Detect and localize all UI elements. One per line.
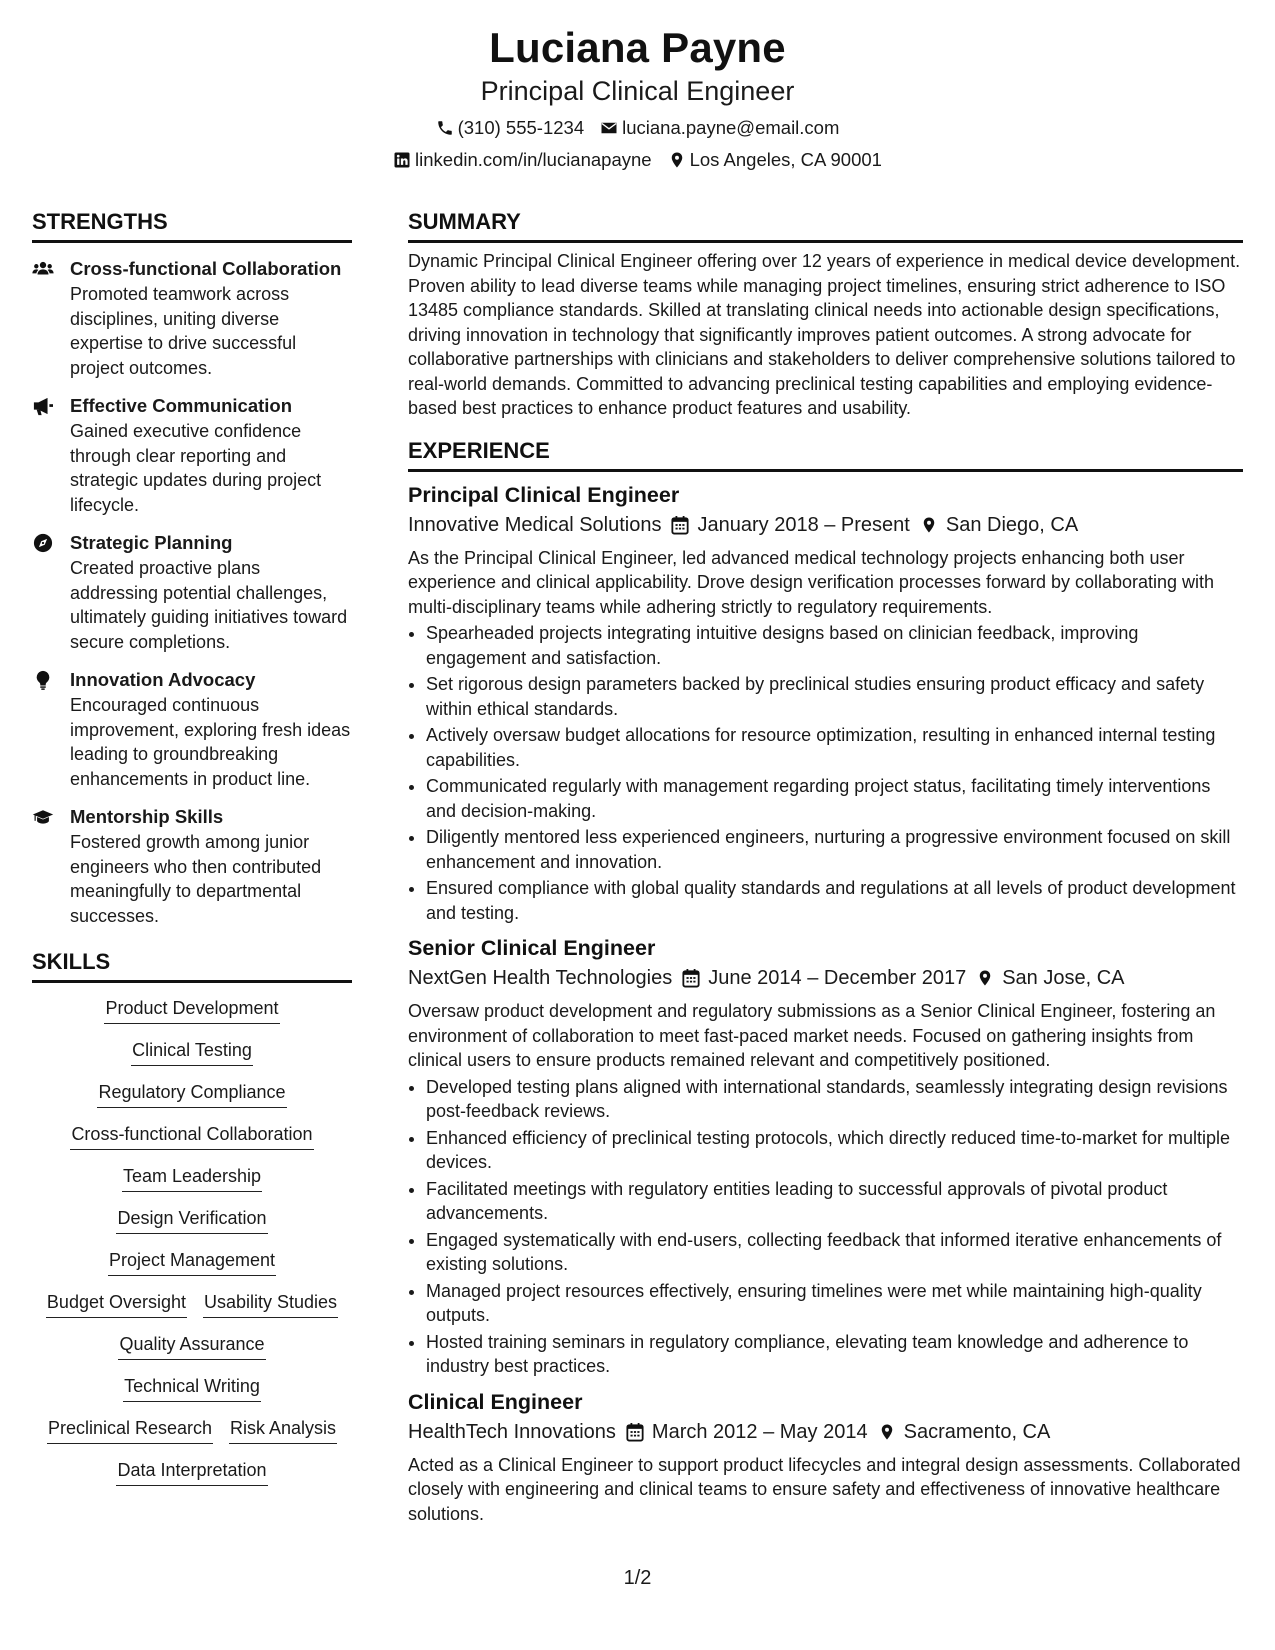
job-title: Clinical Engineer — [408, 1389, 583, 1414]
megaphone-icon — [32, 394, 58, 517]
job-location: San Diego, CA — [945, 513, 1079, 536]
job-meta — [408, 1417, 1243, 1447]
job-title: Senior Clinical Engineer — [408, 936, 656, 960]
skill-tag: Cross-functional Collaboration — [70, 1121, 313, 1150]
strength-title: Mentorship Skills — [70, 806, 224, 827]
skill-tag: Data Interpretation — [116, 1457, 267, 1486]
candidate-name: Luciana Payne — [489, 24, 786, 71]
skill-tag: Quality Assurance — [118, 1331, 265, 1360]
map-pin-icon — [920, 515, 938, 535]
experience-heading: EXPERIENCE — [408, 437, 1243, 472]
lightbulb-icon — [32, 668, 58, 791]
strength-description: Promoted teamwork across disciplines, uniting diverse expertise to drive successful project outcomes. — [70, 284, 297, 378]
bullet-item: • Communicated regularly with management regarding project status, facilitating timely interventions and decision-making. — [426, 774, 1243, 823]
linkedin-icon — [393, 151, 411, 169]
job-title: Principal Clinical Engineer — [408, 482, 680, 507]
phone-text: (310) 555-1234 — [457, 117, 585, 138]
strength-description: Encouraged continuous improvement, exploring fresh ideas leading to groundbreaking enhancements in product line. — [70, 695, 351, 789]
skill-tag: Project Management — [108, 1247, 276, 1276]
strength-description: Fostered growth among junior engineers who then contributed meaningfully to departmental successes. — [70, 832, 322, 926]
skill-tag: Budget Oversight — [46, 1289, 187, 1318]
left-column — [32, 208, 352, 1499]
bullet-item: • Spearheaded projects integrating intuitive designs based on clinician feedback, improving engagement and satisfaction. — [426, 621, 1243, 670]
skill-tag: Design Verification — [116, 1205, 267, 1234]
job-bullets — [408, 1075, 1243, 1379]
skill-tag: Risk Analysis — [229, 1415, 337, 1444]
company-name: NextGen Health Technologies — [408, 967, 673, 989]
job-dates: January 2018 – Present — [697, 513, 910, 536]
bullet-item: • Diligently mentored less experienced engineers, nurturing a progressive environment focused on skill enhancement and innovation. — [426, 825, 1243, 874]
compass-icon — [32, 531, 58, 654]
strength-item — [32, 257, 352, 380]
job-dates: March 2012 – May 2014 — [651, 1420, 868, 1443]
job-location: San Jose, CA — [1002, 967, 1125, 989]
phone-icon — [436, 119, 454, 137]
job-location: Sacramento, CA — [903, 1420, 1051, 1443]
bullet-item: • Hosted training seminars in regulatory compliance, elevating team knowledge and adherence to industry best practices. — [426, 1330, 1243, 1379]
linkedin-text[interactable]: linkedin.com/in/lucianapayne — [415, 149, 652, 170]
company-name: Innovative Medical Solutions — [408, 513, 662, 536]
calendar-icon — [671, 515, 689, 535]
calendar-icon — [626, 1422, 644, 1442]
job-meta — [408, 963, 1243, 993]
strength-item — [32, 805, 352, 928]
location-contact — [668, 148, 882, 172]
bullet-item: • Actively oversaw budget allocations for resource optimization, resulting in enhanced internal testing capabilities. — [426, 723, 1243, 772]
skill-tag: Preclinical Research — [47, 1415, 213, 1444]
job-description: Acted as a Clinical Engineer to support product lifecycles and integral design assessments. Collaborated closely with engineering and clinical teams to ensure safety and effectiveness of innovative healthcare solutions. — [408, 1454, 1241, 1524]
email-text[interactable]: luciana.payne@email.com — [622, 117, 840, 138]
contact-row-2 — [0, 148, 1275, 172]
summary-heading: SUMMARY — [408, 208, 1243, 243]
bullet-item: • Enhanced efficiency of preclinical testing protocols, which directly reduced time-to-market for multiple devices. — [426, 1126, 1243, 1175]
calendar-icon — [682, 968, 700, 988]
phone-contact — [436, 116, 585, 140]
strength-item — [32, 668, 352, 791]
strength-title: Effective Communication — [70, 395, 293, 416]
skills-heading: SKILLS — [32, 948, 352, 983]
job-description: Oversaw product development and regulatory submissions as a Senior Clinical Engineer, fostering an environment of collaboration to meet fast-paced market needs. Focused on gathering insights from clinical users to ensure products remained relevant and competitively positioned. — [408, 1001, 1216, 1070]
candidate-title: Principal Clinical Engineer — [480, 76, 795, 106]
strengths-heading: STRENGTHS — [32, 208, 352, 243]
strength-description: Created proactive plans addressing potential challenges, ultimately guiding initiatives toward secure completions. — [70, 558, 348, 652]
bullet-item: • Managed project resources effectively, ensuring timelines were met while maintaining high-quality outputs. — [426, 1279, 1243, 1328]
job-entry — [408, 1387, 1243, 1527]
strength-item — [32, 531, 352, 654]
email-contact[interactable] — [600, 116, 839, 140]
resume-header — [0, 22, 1275, 172]
bullet-item: • Facilitated meetings with regulatory entities leading to successful approvals of pivotal product advancements. — [426, 1177, 1243, 1226]
company-name: HealthTech Innovations — [408, 1420, 616, 1443]
job-entry — [408, 933, 1243, 1379]
map-pin-icon — [976, 968, 994, 988]
strength-title: Cross-functional Collaboration — [70, 258, 342, 279]
skills-list — [32, 995, 352, 1486]
bullet-item: • Developed testing plans aligned with international standards, seamlessly integrating design revisions post-feedback reviews. — [426, 1075, 1243, 1124]
bullet-item: • Engaged systematically with end-users, collecting feedback that informed iterative enhancements of existing solutions. — [426, 1228, 1243, 1277]
job-bullets — [408, 621, 1243, 925]
envelope-icon — [600, 119, 618, 137]
job-meta — [408, 510, 1243, 540]
strength-description: Gained executive confidence through clear reporting and strategic updates during project lifecycle. — [70, 421, 322, 515]
skill-tag: Regulatory Compliance — [97, 1079, 286, 1108]
right-column — [408, 208, 1243, 1526]
skill-tag: Clinical Testing — [131, 1037, 253, 1066]
strength-item — [32, 394, 352, 517]
bullet-item: • Set rigorous design parameters backed by preclinical studies ensuring product efficacy and safety within ethical standards. — [426, 672, 1243, 721]
strength-title: Innovation Advocacy — [70, 669, 256, 690]
summary-text: Dynamic Principal Clinical Engineer offering over 12 years of experience in medical device development. Proven ability to lead diverse teams while managing project timelines, ensuring strict adherence to ISO 13485 compliance standards. Skilled at translating clinical needs into actionable design specifications, driving innovation in technology that significantly improves patient outcomes. A strong advocate for collaborative partnerships with clinicians and stakeholders to deliver comprehensive solutions tailored to real-world demands. Committed to advancing preclinical testing capabilities and employing evidence-based best practices to enhance product features and usability. — [408, 251, 1241, 418]
map-pin-icon — [878, 1422, 896, 1442]
map-pin-icon — [668, 151, 686, 169]
skill-tag: Usability Studies — [203, 1289, 338, 1318]
job-entry — [408, 480, 1243, 926]
skill-tag: Team Leadership — [122, 1163, 262, 1192]
contact-row-1 — [0, 116, 1275, 140]
graduation-cap-icon — [32, 805, 58, 928]
skill-tag: Product Development — [104, 995, 279, 1024]
job-dates: June 2014 – December 2017 — [708, 967, 967, 989]
users-icon — [32, 257, 58, 380]
bullet-item: • Ensured compliance with global quality standards and regulations at all levels of product development and testing. — [426, 876, 1243, 925]
skill-tag: Technical Writing — [123, 1373, 261, 1402]
location-text: Los Angeles, CA 90001 — [689, 149, 882, 170]
job-description: As the Principal Clinical Engineer, led advanced medical technology projects enhancing both user experience and clinical applicability. Drove design verification processes forward by collaborating with multi-disciplinary teams while adhering strictly to regulatory requirements. — [408, 547, 1215, 617]
page-number: 1/2 — [623, 1567, 652, 1589]
strength-title: Strategic Planning — [70, 532, 233, 553]
linkedin-contact[interactable] — [393, 148, 652, 172]
